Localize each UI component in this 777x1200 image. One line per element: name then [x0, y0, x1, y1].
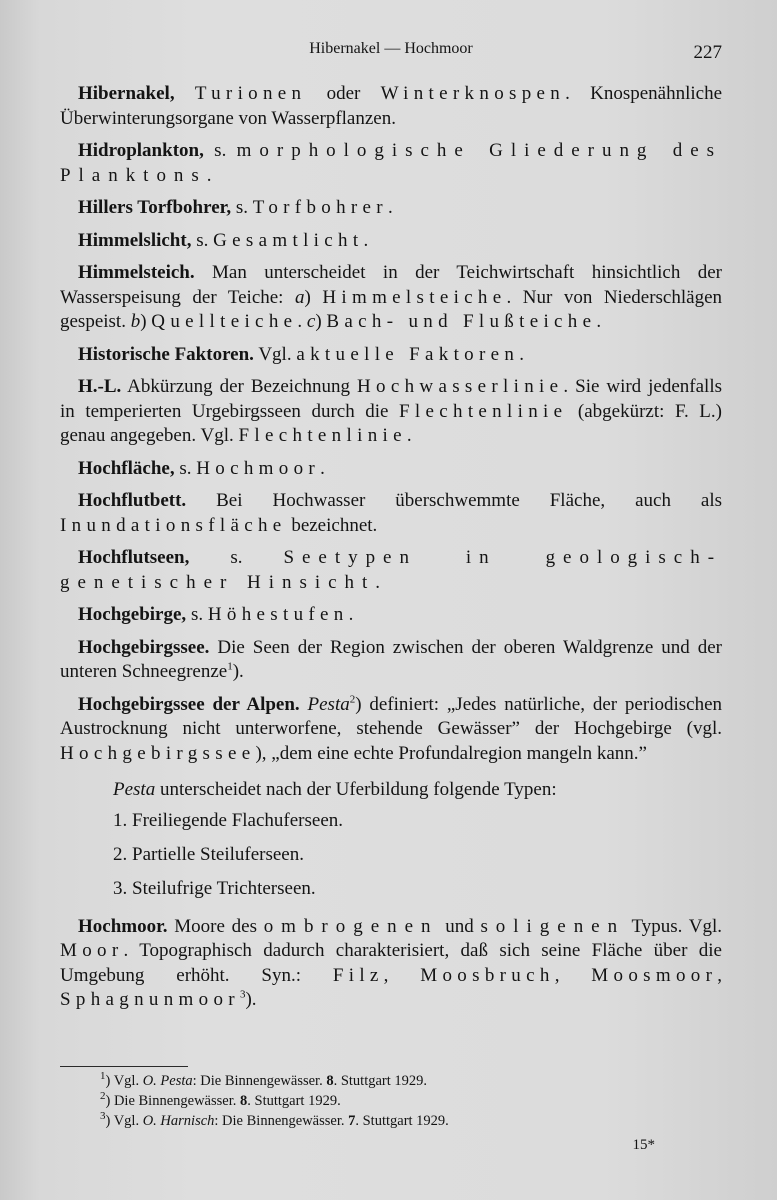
- cross-ref: Inundationsfläche: [60, 514, 287, 536]
- entry-text: und: [438, 915, 481, 937]
- volume-number: 7: [348, 1113, 356, 1129]
- footnote-mark: 1: [100, 1070, 106, 1083]
- cross-ref: Hochmoor: [196, 457, 321, 479]
- entry-text: .: [375, 571, 380, 593]
- entry-text: unterscheidet nach der Uferbildung folgende Typen:: [155, 779, 557, 800]
- cross-ref: Moosbruch: [420, 964, 555, 986]
- entry-text: . Topographisch dadurch charakterisiert, daß sich seine Fläche über die Umgebung erhöht. Syn.:: [60, 940, 722, 986]
- footnote-ref: 2: [349, 693, 356, 706]
- cross-ref: Bach- und Flußteiche: [326, 311, 597, 332]
- entry-text: .: [348, 604, 354, 625]
- volume-number: 8: [326, 1073, 334, 1089]
- author-name: O. Harnisch: [142, 1113, 215, 1129]
- entry-text: Typus. Vgl.: [625, 915, 723, 937]
- footnote-ref: 1: [227, 660, 233, 673]
- entry-himmelsteich: [60, 261, 722, 335]
- cross-ref: ombrogenen: [263, 915, 439, 937]
- volume-number: 8: [240, 1093, 248, 1109]
- cross-ref: morphologische Gliederung des Planktons: [60, 140, 722, 186]
- entry-text: a: [294, 286, 305, 308]
- cross-ref: Moosmoor: [591, 964, 718, 986]
- entry-hochflaeche: [60, 457, 722, 482]
- entry-text: (abgekürzt: F. L.) genau angegeben. Vgl.: [60, 400, 722, 446]
- entry-text: oder: [306, 83, 381, 104]
- entry-text: [300, 694, 308, 715]
- entry-text: ,: [383, 964, 421, 986]
- entry-hochgebirge: [60, 603, 722, 628]
- entry-text: c: [306, 311, 316, 332]
- footnote-text: . Stuttgart 1929.: [247, 1093, 341, 1109]
- cross-ref: aktuelle Faktoren: [296, 343, 520, 365]
- headword: Hochfläche,: [78, 457, 175, 479]
- entry-hochmoor: [60, 915, 722, 1013]
- cross-ref: Winterknospen: [380, 83, 566, 104]
- entry-text: Die Seen der Region zwischen der oberen Waldgrenze und der unteren Schneegrenze: [60, 636, 722, 682]
- cross-ref: soligenen: [480, 915, 626, 937]
- cross-ref: Hochwasserlinie: [356, 376, 564, 397]
- entry-text: .: [320, 457, 325, 479]
- footnotes: [100, 1071, 660, 1131]
- entry-hillers-torfbohrer: [60, 196, 722, 221]
- footnote-mark: 3: [100, 1110, 106, 1123]
- footnote-text: : Die Binnengewässer.: [192, 1073, 327, 1089]
- cross-ref: Hochgebirgssee: [60, 742, 256, 764]
- entry-text: ) definiert: „Jedes natürliche, der periodischen Austrocknung nicht unterworfene, stehende Gewässer” der Hochgebirge (vgl.: [60, 693, 722, 739]
- entry-hochgebirgssee-alpen: [60, 693, 722, 767]
- footnote-text: . Stuttgart 1929.: [333, 1073, 428, 1089]
- footnote-ref: 3: [239, 988, 246, 1001]
- footnote-divider: [60, 1066, 188, 1067]
- entry-text: s.: [231, 197, 253, 218]
- entry-text: ).: [245, 989, 257, 1010]
- entry-text: Man unterscheidet in der Teichwirtschaft hinsichtlich der Wasserspeisung der Teiche:: [60, 262, 722, 308]
- entry-hochflutbett: [60, 489, 722, 538]
- entry-text: s.: [174, 457, 197, 479]
- lake-types-list: [60, 809, 722, 901]
- headword: Hochgebirgssee.: [78, 636, 210, 658]
- dictionary-body: [60, 82, 722, 1021]
- headword: Himmelsteich.: [78, 262, 195, 283]
- header-title: Hibernakel — Hochmoor: [309, 40, 473, 57]
- entry-hochgebirgssee: [60, 636, 722, 685]
- headword: Hochgebirgssee der Alpen.: [78, 693, 300, 715]
- list-item: 2. Partielle Steiluferseen.: [113, 843, 304, 865]
- headword: Hochflutseen,: [78, 547, 190, 568]
- printer-signature: 15*: [632, 1137, 655, 1153]
- entry-text: ,: [554, 964, 592, 986]
- footnote-1: [100, 1071, 660, 1091]
- entry-text: ), „dem eine echte Profundalregion mangeln kann.”: [255, 742, 647, 764]
- entry-text: s.: [191, 229, 214, 251]
- entry-text: ).: [232, 661, 244, 682]
- author-name: Pesta: [113, 779, 156, 800]
- entry-historische-faktoren: [60, 343, 722, 368]
- footnote-mark: 2: [100, 1090, 106, 1103]
- footnote-2: [100, 1091, 660, 1111]
- entry-text: ): [304, 286, 323, 308]
- cross-ref: Quellteiche: [151, 311, 298, 332]
- cross-ref: Torfbohrer: [252, 197, 388, 218]
- entry-text: bezeichnet.: [286, 514, 378, 536]
- cross-ref: Moor: [60, 940, 124, 961]
- entry-text: .: [406, 425, 412, 446]
- author-name: Pesta: [307, 693, 350, 715]
- footnote-3: [100, 1111, 660, 1131]
- list-item: 3. Steilufrige Trichterseen.: [113, 877, 316, 899]
- cross-ref: Sphagnunmoor: [60, 989, 240, 1010]
- footnote-text: ) Die Binnengewässer.: [105, 1093, 240, 1109]
- headword: Hillers Torfbohrer,: [78, 197, 232, 218]
- page-number: 227: [693, 42, 722, 63]
- cross-ref: Höhestufen: [207, 604, 349, 625]
- entry-hl: [60, 375, 722, 449]
- pesta-paragraph: [60, 778, 722, 803]
- entry-text: s.: [189, 547, 284, 568]
- entry-text: .: [596, 311, 602, 332]
- cross-ref: Himmelsteiche: [322, 286, 507, 308]
- footnote-text: : Die Binnengewässer.: [214, 1113, 349, 1129]
- entry-himmelslicht: [60, 229, 722, 254]
- entry-text: .: [387, 197, 393, 218]
- entry-text: Vgl.: [253, 343, 297, 365]
- cross-ref: Seetypen in geologisch-genetischer Hinsicht: [60, 547, 722, 593]
- footnote-text: ) Vgl.: [105, 1073, 143, 1089]
- running-header: [60, 38, 722, 68]
- entry-text: . Nur von Niederschlägen gespeist.: [60, 286, 723, 332]
- entry-text: b: [130, 311, 141, 332]
- headword: H.-L.: [78, 376, 122, 397]
- entry-text: . Knospenähnliche Überwinterungsorgane von Wasserpflanzen.: [60, 83, 723, 129]
- headword: Hochmoor.: [78, 915, 168, 937]
- entry-text: s.: [203, 140, 237, 161]
- entry-hochflutseen: [60, 546, 722, 595]
- entry-text: ): [140, 311, 152, 332]
- entry-text: .: [519, 343, 524, 365]
- cross-ref: Flechtenlinie: [238, 425, 407, 446]
- entry-text: .: [363, 229, 369, 251]
- headword: Hidroplankton,: [78, 140, 204, 161]
- entry-text: Bei Hochwasser überschwemmte Fläche, auch als: [186, 490, 722, 511]
- entry-text: s.: [186, 604, 208, 625]
- cross-ref: Gesamtlicht: [213, 229, 364, 251]
- headword: Himmelslicht,: [78, 229, 192, 251]
- footnote-text: ) Vgl.: [105, 1113, 143, 1129]
- list-item: 1. Freiliegende Flachuferseen.: [113, 809, 344, 831]
- cross-ref: Filz: [332, 964, 384, 986]
- cross-ref: Flechtenlinie: [399, 400, 568, 422]
- entry-text: Moore des: [167, 915, 264, 937]
- entry-text: ): [315, 311, 327, 332]
- headword: Hibernakel,: [78, 83, 175, 104]
- cross-ref: Turionen: [194, 83, 307, 104]
- entry-text: .: [206, 164, 212, 186]
- entry-text: .: [297, 311, 307, 332]
- entry-text: ,: [717, 964, 723, 986]
- headword: Hochflutbett.: [78, 490, 187, 511]
- headword: Hochgebirge,: [78, 604, 187, 625]
- entry-hidroplankton: [60, 139, 722, 188]
- entry-text: Abkürzung der Bezeichnung: [121, 376, 357, 397]
- entry-text: . Sie wird jedenfalls in temperierten Urgebirgsseen durch die: [60, 376, 722, 422]
- entry-hibernakel: [60, 82, 722, 131]
- headword: Historische Faktoren.: [78, 343, 254, 365]
- footnote-text: . Stuttgart 1929.: [355, 1113, 449, 1129]
- author-name: O. Pesta: [142, 1073, 193, 1089]
